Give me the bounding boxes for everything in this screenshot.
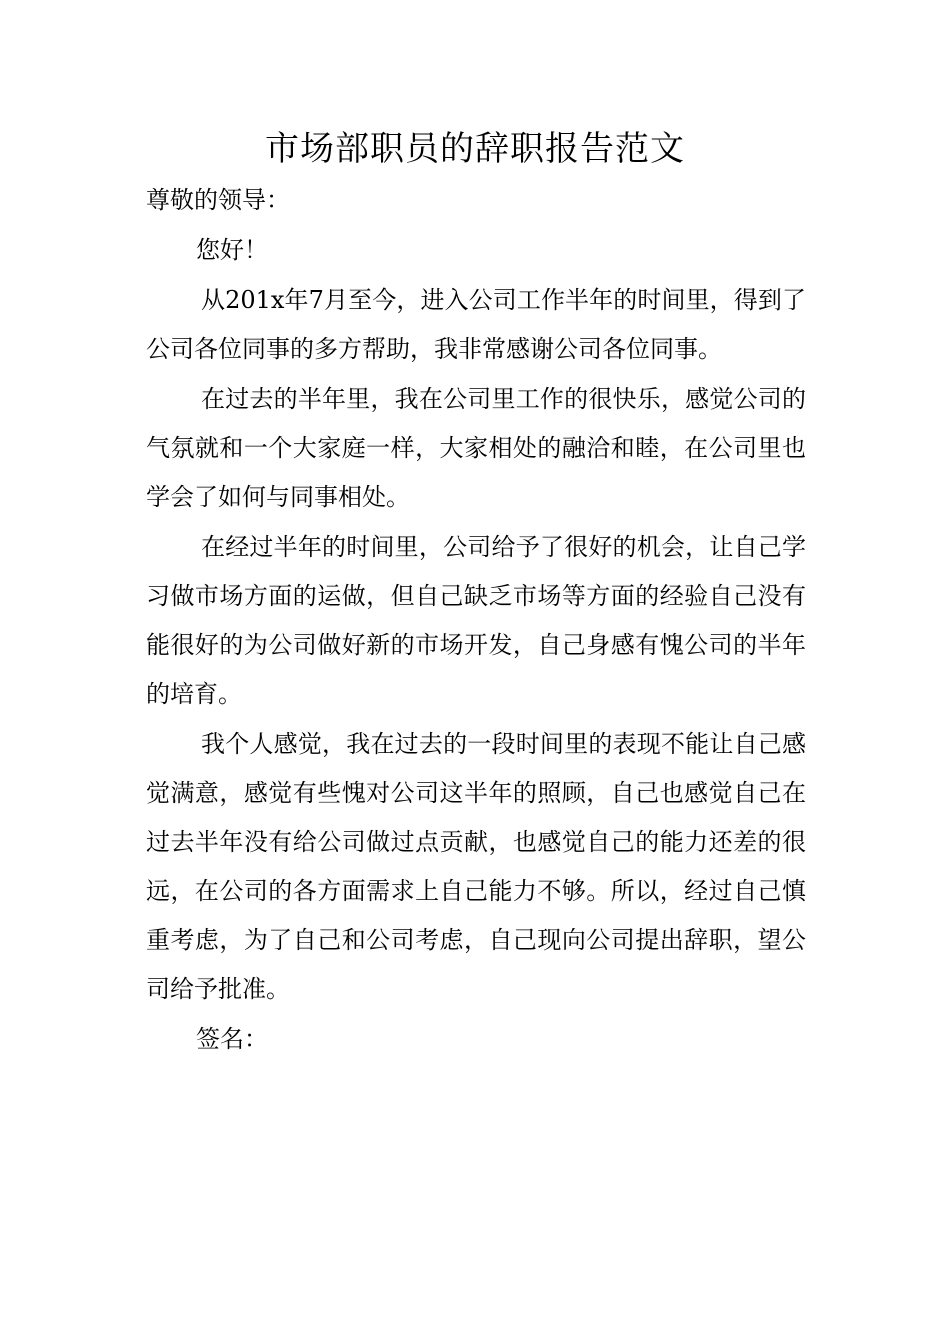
paragraph-1: 从201x年7月至今，进入公司工作半年的时间里，得到了公司各位同事的多方帮助，我非常感谢公司各位同事。	[146, 286, 806, 363]
salutation: 尊敬的领导：	[146, 186, 290, 214]
paragraph-3: 在经过半年的时间里，公司给予了很好的机会，让自己学习做市场方面的运做，但自己缺乏市场等方面的经验自己没有能很好的为公司做好新的市场开发，自己身感有愧公司的半年的培育。	[146, 533, 806, 708]
greeting: 您好！	[196, 236, 268, 264]
signature-label: 签名：	[196, 1025, 268, 1053]
document-body	[146, 176, 806, 1064]
paragraph-4: 我个人感觉，我在过去的一段时间里的表现不能让自己感觉满意，感觉有些愧对公司这半年的照顾，自己也感觉自己在过去半年没有给公司做过点贡献，也感觉自己的能力还差的很远，在公司的各方面需求上自己能力不够。所以，经过自己慎重考虑，为了自己和公司考虑，自己现向公司提出辞职，望公司给予批准。	[146, 730, 806, 1003]
document-title: 市场部职员的辞职报告范文	[265, 129, 685, 169]
paragraph-2: 在过去的半年里，我在公司里工作的很快乐，感觉公司的气氛就和一个大家庭一样，大家相处的融洽和睦，在公司里也学会了如何与同事相处。	[146, 385, 806, 511]
